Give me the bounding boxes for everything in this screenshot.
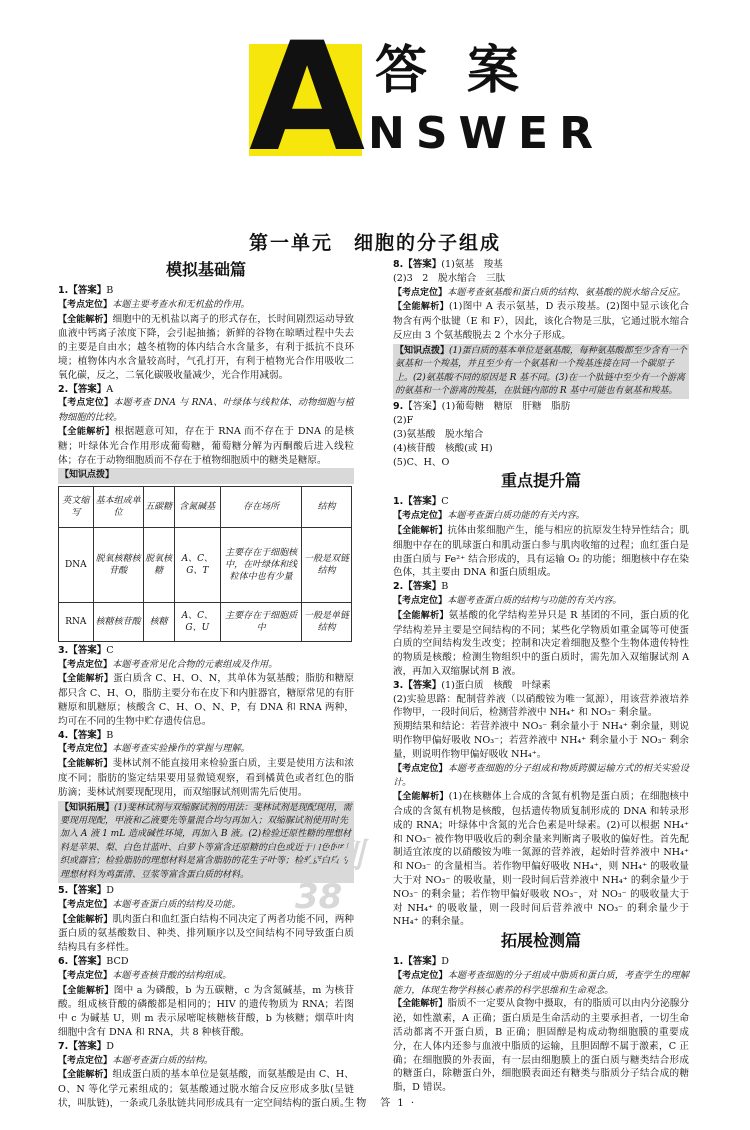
topic-label: 【考点定位】 xyxy=(58,398,114,409)
analysis-text: 氨基酸的化学结构差异只是 R 基团的不同，蛋白质的化学结构差异主要是空间结构的不同；某些化学物质如重金属等可使蛋白质的空间结构发生改变；控制和决定着细胞及整个生物体遗传特性的物质是核酸；检测生物组织中的蛋白质时，需先加入双缩脲试剂 A 液，再加入双缩脲试剂 B 液。 xyxy=(393,609,689,677)
answer-label: 【答案】 xyxy=(403,259,442,270)
table-cell: 主要存在于细胞核中，在叶绿体和线粒体中也有少量 xyxy=(221,527,302,602)
tip-label: 【知识点拨】 xyxy=(60,470,115,481)
right-column xyxy=(393,258,689,1095)
question-6 xyxy=(58,955,354,1040)
table-cell: 主要存在于细胞质中 xyxy=(221,602,302,641)
answer-value: D xyxy=(441,956,449,968)
analysis-label: 【全能解析】 xyxy=(393,302,449,313)
table-cell: 脱氧核糖 xyxy=(143,527,174,602)
analysis-label: 【全能解析】 xyxy=(58,985,114,996)
question-9 xyxy=(393,400,689,469)
topic-text: 本题考查 DNA 与 RNA、叶绿体与线粒体、动物细胞与植物细胞的比较。 xyxy=(58,397,354,424)
tip-box xyxy=(58,468,354,483)
question-3 xyxy=(58,644,354,729)
answer-value: C xyxy=(106,644,114,656)
answer-line: (4)核苷酸 核酸(或 H) xyxy=(393,442,493,454)
table-cell: 一般是单链结构 xyxy=(302,602,352,641)
topic-text: 本题考查细胞的分子组成和物质跨膜运输方式的相关实验设计。 xyxy=(393,762,689,789)
answer-line: (2)F xyxy=(393,415,414,427)
q-number: 5. xyxy=(58,884,69,896)
answer-line: (2)3 2 脱水缩合 三肽 xyxy=(393,272,506,284)
answer-value: BCD xyxy=(106,955,129,967)
answer-line: 【答案】(1)葡萄糖 糖原 肝糖 脂肪 xyxy=(403,401,571,413)
topic-text: 本题考查蛋白质的结构及功能。 xyxy=(112,898,241,910)
unit-title: 第一单元 细胞的分子组成 xyxy=(248,232,501,254)
table-cell: DNA xyxy=(59,527,94,602)
answer-label: 【答案】 xyxy=(68,729,107,741)
dna-rna-table xyxy=(58,486,352,642)
topic-label: 【考点定位】 xyxy=(58,899,113,910)
answer-label: 【答案】 xyxy=(403,496,442,508)
ext-question-1 xyxy=(393,955,689,1095)
topic-text: 本题考查蛋白质功能的有关内容。 xyxy=(447,510,585,522)
analysis-text: 图中 a 为磷酸，b 为五碳糖，c 为含氮碱基，m 为核苷酸。组成核苷酸的磷酸都是相同的；HIV 的遗传物质为 RNA；若图中 c 为碱基 U，则 m 表示尿嘧啶核糖核苷酸，b 为核糖；烟草叶肉细胞中含有 DNA 和 RNA，共 8 种核苷酸。 xyxy=(58,984,354,1038)
left-column xyxy=(58,258,354,1111)
q-number: 2. xyxy=(58,383,69,395)
topic-label: 【考点定位】 xyxy=(58,659,113,670)
table-cell: A、C、G、U xyxy=(174,602,221,641)
header-title-en: NSWER xyxy=(368,108,604,159)
q-number: 9. xyxy=(393,401,404,413)
answer-value: B xyxy=(106,285,114,296)
answer-label: 【答案】 xyxy=(68,955,107,967)
analysis-text: 根据题意可知，存在于 RNA 而不存在于 DNA 的是核糖；叶绿体光合作用形成葡萄糖，葡萄糖分解为丙酮酸后进入线粒体；存在于动物细胞质而不存在于植物细胞质中的糖类是糖原。 xyxy=(58,425,354,466)
q-number: 4. xyxy=(58,729,69,741)
analysis-label: 【全能解析】 xyxy=(393,610,449,621)
table-header: 结构 xyxy=(302,486,352,527)
analysis-label: 【全能解析】 xyxy=(393,525,448,536)
table-header: 英文缩写 xyxy=(59,486,94,527)
analysis-label: 【全能解析】 xyxy=(58,759,113,770)
answer-value: A xyxy=(106,383,114,395)
answer-line: 预期结果和结论：若营养液中 NO₃⁻ 剩余量小于 NH₄⁺ 剩余量，则说明作物甲偏好吸收 NO₃⁻；若营养液中 NH₄⁺ 剩余量小于 NO₃⁻ 剩余量，则说明作物甲偏好吸收 NH₄⁺。 xyxy=(393,721,689,760)
tip-label: 【知识点拨】 xyxy=(395,345,450,356)
topic-text: 本题考查氨基酸和蛋白质的结构、氨基酸的脱水缩合反应。 xyxy=(447,286,686,298)
answer-line: (2)实验思路：配制营养液（以硝酸铵为唯一氮源），用该营养液培养作物甲，一段时间后，检测营养液中 NH₄⁺ 和 NO₃⁻ 剩余量。 xyxy=(393,693,689,719)
topic-label: 【考点定位】 xyxy=(393,511,448,522)
question-2 xyxy=(58,383,354,642)
topic-text: 本题考查实验操作的掌握与理解。 xyxy=(112,743,250,755)
topic-label: 【考点定位】 xyxy=(58,299,113,310)
q-number: 2. xyxy=(393,581,404,593)
topic-text: 本题主要考查水和无机盐的作用。 xyxy=(112,298,250,310)
analysis-text: 斐林试剂不能直接用来检验蛋白质，主要是使用方法和浓度不同；脂肪的鉴定结果要用显微镜观察，看到橘黄色或者红色的脂肪滴；斐林试剂要现配现用，而双缩脲试剂则需先后使用。 xyxy=(58,758,354,798)
topic-label: 【考点定位】 xyxy=(393,763,448,774)
analysis-text: 抗体由浆细胞产生，能与相应的抗原发生特异性结合；肌细胞中存在的肌球蛋白和肌动蛋白参与肌肉收缩的过程；血红蛋白是由蛋白质与 Fe²⁺ 结合形成的，具有运输 O₂ 的功能；细胞核中存在染色体，其主要由 DNA 和蛋白质组成。 xyxy=(393,524,689,579)
answer-value: C xyxy=(441,496,449,508)
analysis-label: 【全能解析】 xyxy=(58,426,115,437)
table-cell: 核糖 xyxy=(143,602,174,641)
q-number: 7. xyxy=(58,1040,69,1052)
table-row xyxy=(59,527,352,602)
analysis-label: 【全能解析】 xyxy=(58,1070,113,1081)
topic-label: 【考点定位】 xyxy=(393,595,448,606)
analysis-text: 蛋白质含 C、H、O、N，其单体为氨基酸；脂肪和糖原都只含 C、H、O，脂肪主要分布在皮下和内脏器官，糖原常见的有肝糖原和肌糖原；核酸含 C、H、O、N、P，有 DNA 和 RNA 两种，均可在不同的生物中贮存遗传信息。 xyxy=(58,673,354,727)
answer-label: 【答案】 xyxy=(403,956,442,968)
watermark: 天利38 xyxy=(295,836,363,917)
q-number: 1. xyxy=(58,285,69,296)
q-number: 3. xyxy=(393,679,404,691)
question-8 xyxy=(393,258,689,399)
header-a-letter: A xyxy=(249,11,366,185)
answer-label: 【答案】 xyxy=(68,644,107,656)
key-question-3 xyxy=(393,679,689,929)
topic-text: 本题考查常见化合物的元素组成及作用。 xyxy=(112,658,278,670)
analysis-text: 脂质不一定要从食物中摄取，有的脂质可以由内分泌腺分泌，如性激素，A 正确；蛋白质是生命活动的主要承担者，一切生命活动都离不开蛋白质，B 正确；胆固醇是构成动物细胞膜的重要成分，在人体内还参与血液中脂质的运输，且胆固醇不属于激素，C 正确；在细胞膜的外表面，有一层由细胞膜上的蛋白质与糖类结合形成的糖蛋白，除糖蛋白外，细胞膜表面还有糖类与脂质分子结合成的糖脂，D 错误。 xyxy=(393,998,689,1094)
table-header-row xyxy=(59,486,352,527)
answer-line: (3)氨基酸 脱水缩合 xyxy=(393,429,484,440)
analysis-label: 【全能解析】 xyxy=(58,914,113,925)
table-row xyxy=(59,602,352,641)
q-number: 3. xyxy=(58,644,69,656)
analysis-text: 组成蛋白质的基本单位是氨基酸，而氨基酸是由 C、H、O、N 等化学元素组成的；氨基酸通过脱水缩合反应形成多肽(呈链状，叫肽链)，一条或几条肽链共同形成具有一定空间结构的蛋白质。 xyxy=(58,1069,354,1109)
analysis-label: 【全能解析】 xyxy=(393,792,449,803)
topic-text: 本题考查蛋白质的结构。 xyxy=(112,1054,214,1066)
topic-text: 本题考查细胞的分子组成中脂质和蛋白质，考查学生的理解能力，体现生物学科核心素养的科学思维和生命观念。 xyxy=(393,969,689,996)
answer-value: B xyxy=(106,729,114,741)
answer-label: 【答案】 xyxy=(68,884,107,896)
section-title-key: 重点提升篇 xyxy=(500,471,581,491)
page-footer: · 生物 答 1 · xyxy=(333,1098,417,1109)
table-cell: 脱氧核糖核苷酸 xyxy=(93,527,143,602)
answer-value: D xyxy=(106,884,114,896)
key-question-2 xyxy=(393,580,689,679)
extension-text: (1)斐林试剂与双缩脲试剂的用法：斐林试剂是现配现用，需要现用现配，甲液和乙液要先等量混合均匀再加入；双缩脲试剂使用时先加入 A 液 1 mL 造成碱性环境，再加入 B 液。(2)检验还原性糖的理想材料是苹果、梨、白色甘蓝叶、白萝卜等富含还原糖的白色或近于白色的组织或器官；检验脂肪的理想材料是富含脂肪的花生子叶等；检验蛋白质的理想材料为鸡蛋清、豆浆等富含蛋白质的材料。 xyxy=(60,802,352,880)
header-title-cn: 答案 xyxy=(375,41,560,101)
topic-text: 本题考查蛋白质的结构与功能的有关内容。 xyxy=(447,594,622,606)
section-title-basic: 模拟基础篇 xyxy=(165,260,246,279)
answer-value: (1)蛋白质 核酸 叶绿素 xyxy=(441,679,551,691)
analysis-text: (1)在核糖体上合成的含氮有机物是蛋白质；在细胞核中合成的含氮有机物是核酸，包括遗传物质复制形成的 DNA 和转录形成的 RNA；叶绿体中含氮的光合色素是叶绿素。(2)可以根据 NH₄⁺ 和 NO₃⁻ 被作物甲吸收后的剩余量来判断离子吸收的偏好性。首先配制适宜浓度的以硝酸铵为唯一氮源的营养液，起始时营养液中 NH₄⁺ 和 NO₃⁻ 的含量相当。若作物甲偏好吸收 NH₄⁺，则 NH₄⁺ 的吸收量大于对 NO₃⁻ 的吸收量，则一段时间后营养液中 NH₄⁺ 的剩余量少于 NO₃⁻ 的剩余量；若作物甲偏好吸收 NO₃⁻，对 NO₃⁻ 的吸收量大于对 NH₄⁺ 的吸收量，则一段时间后营养液中 NO₃⁻ 的剩余量少于 NH₄⁺ 的剩余量。 xyxy=(393,791,689,928)
topic-label: 【考点定位】 xyxy=(58,1055,113,1066)
answer-line: (5)C、H、O xyxy=(393,456,450,468)
answer-label: 【答案】 xyxy=(68,285,107,296)
table-header: 五碳糖 xyxy=(143,486,174,527)
table-header: 含氮碱基 xyxy=(174,486,221,527)
tip-text: (1)蛋白质的基本单位是氨基酸，每种氨基酸都至少含有一个氨基和一个羧基，并且至少有一个氨基和一个羧基连接在同一个碳原子上。(2)氨基酸不同的原因是 R 基不同。(3)在一个肽链中至少有一个游离的氨基和一个游离的羧基，在肽链内部的 R 基中可能也有氨基和羧基。 xyxy=(395,345,687,396)
analysis-label: 【全能解析】 xyxy=(393,999,448,1010)
section-title-extension: 拓展检测篇 xyxy=(500,931,581,951)
analysis-label: 【全能解析】 xyxy=(58,314,113,325)
topic-label: 【考点定位】 xyxy=(393,287,448,298)
topic-text: 本题考查核苷酸的结构组成。 xyxy=(112,969,232,981)
topic-label: 【考点定位】 xyxy=(393,970,448,981)
answer-value: B xyxy=(441,581,449,593)
q-number: 1. xyxy=(393,956,404,968)
answer-label: 【答案】 xyxy=(68,1040,107,1052)
answer-value: D xyxy=(106,1040,114,1052)
question-1 xyxy=(58,284,354,383)
tip-box xyxy=(393,344,689,400)
extension-label: 【知识拓展】 xyxy=(60,802,115,813)
answer-value: (1)氨基 羧基 xyxy=(441,259,503,270)
analysis-text: (1)图中 A 表示氨基，D 表示羧基。(2)图中显示该化合物含有两个肽键（E 和 F），因此，该化合物是三肽，它通过脱水缩合反应由 3 个氨基酸脱去 2 个水分子形成。 xyxy=(393,301,689,341)
analysis-text: 细胞中的无机盐以离子的形式存在，长时间剧烈运动导致血液中钙离子浓度下降，会引起抽搐；新鲜的谷物在晾晒过程中失去的主要是自由水；越冬植物的体内结合水含量多，有利于抵抗不良环境；植物体内水含量较高时，气孔打开，有利于植物光合作用吸收二氧化碳，反之，二氧化碳吸收量减少，光合作用减弱。 xyxy=(58,313,354,381)
answer-label: 【答案】 xyxy=(403,679,442,691)
table-header: 基本组成单位 xyxy=(93,486,143,527)
answer-header xyxy=(0,0,750,200)
table-cell: 一般是双链结构 xyxy=(302,527,352,602)
key-question-1 xyxy=(393,495,689,580)
answer-label: 【答案】 xyxy=(68,383,107,395)
analysis-text: 肌肉蛋白和血红蛋白结构不同决定了两者功能不同，两种蛋白质的氨基酸数目、种类、排列顺序以及空间结构不同导致蛋白质结构具有多样性。 xyxy=(58,913,354,954)
table-header: 存在场所 xyxy=(221,486,302,527)
topic-label: 【考点定位】 xyxy=(58,744,113,755)
answer-label: 【答案】 xyxy=(403,581,442,593)
analysis-label: 【全能解析】 xyxy=(58,674,114,685)
q-number: 6. xyxy=(58,955,69,967)
table-cell: 核糖核苷酸 xyxy=(93,602,143,641)
table-cell: A、C、G、T xyxy=(174,527,221,602)
q-number: 1. xyxy=(393,496,404,508)
topic-label: 【考点定位】 xyxy=(58,970,113,981)
table-cell: RNA xyxy=(59,602,94,641)
q-number: 8. xyxy=(393,259,404,270)
